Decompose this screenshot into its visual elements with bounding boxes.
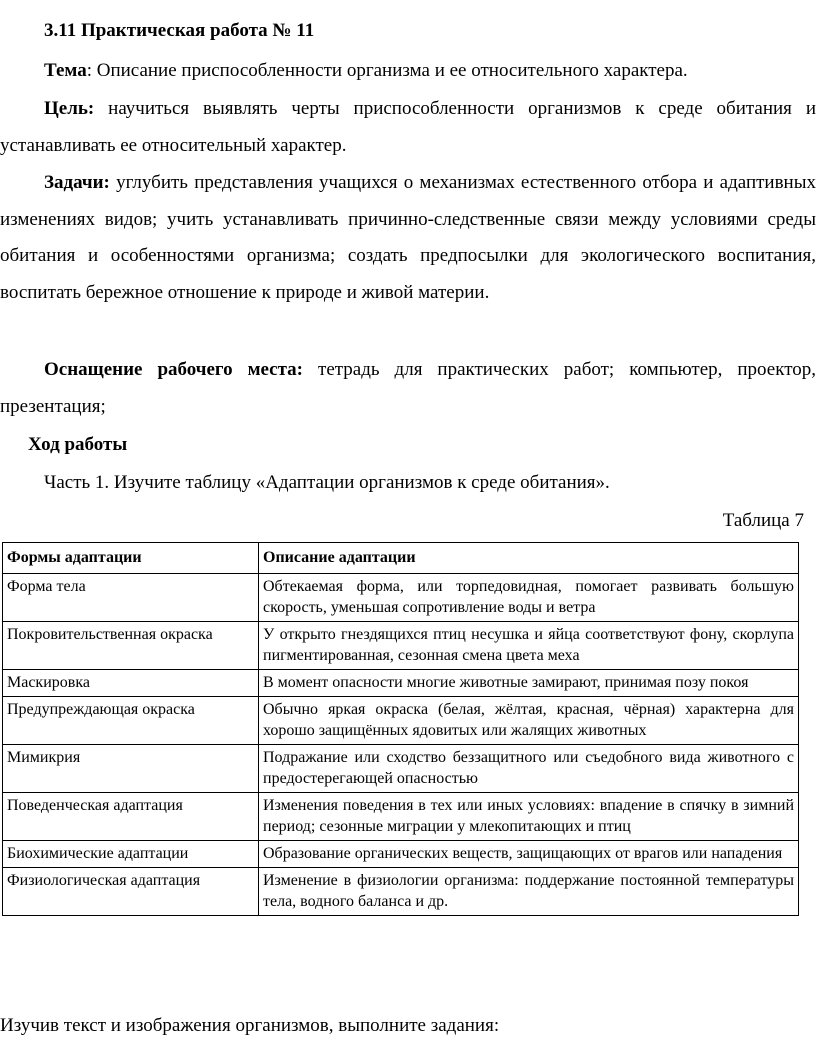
table-row (3, 745, 799, 793)
row-description: Обтекаемая форма, или торпедовидная, помогает развивать большую скорость, уменьшая сопротивление воды и ветра (259, 574, 799, 622)
row-form: Форма тела (3, 574, 259, 622)
table-header-row (3, 543, 799, 574)
row-description: Изменение в физиологии организма: поддержание постоянной температуры тела, водного баланса и др. (259, 868, 799, 916)
table-row (3, 622, 799, 670)
row-description: Обычно яркая окраска (белая, жёлтая, красная, чёрная) характерна для хорошо защищённых ядовитых или жалящих животных (259, 697, 799, 745)
topic-text: : Описание приспособленности организма и ее относительного характера. (86, 60, 688, 81)
workflow-heading: Ход работы (28, 434, 128, 455)
table-row (3, 868, 799, 916)
part1-instruction: Часть 1. Изучите таблицу «Адаптации организмов к среде обитания». (44, 472, 610, 493)
row-description: Изменения поведения в тех или иных условиях: впадение в спячку в зимний период; сезонные миграции у млекопитающих и птиц (259, 793, 799, 841)
table-row (3, 670, 799, 697)
row-form: Мимикрия (3, 745, 259, 793)
goal-paragraph (0, 91, 816, 164)
equipment-text: тетрадь для практических работ; компьютер, проектор, презентация; (0, 359, 816, 417)
row-description: Образование органических веществ, защищающих от врагов или нападения (259, 841, 799, 868)
table-row (3, 793, 799, 841)
topic-paragraph (0, 53, 816, 90)
table-row (3, 574, 799, 622)
table-row (3, 841, 799, 868)
section-heading: 3.11 Практическая работа № 11 (44, 20, 315, 41)
row-description: У открыто гнездящихся птиц несушка и яйца соответствуют фону, скорлупа пигментированная, сезонная смена цвета меха (259, 622, 799, 670)
row-description: В момент опасности многие животные замирают, принимая позу покоя (259, 670, 799, 697)
tasks-label: Задачи: (44, 172, 110, 193)
table-caption: Таблица 7 (722, 510, 804, 531)
goal-text: научиться выявлять черты приспособленности организмов к среде обитания и устанавливать ее относительный характер. (0, 98, 816, 156)
tasks-paragraph (0, 165, 816, 311)
row-form: Поведенческая адаптация (3, 793, 259, 841)
adaptations-table (2, 542, 799, 916)
header-forms: Формы адаптации (3, 543, 259, 574)
topic-label: Тема (44, 60, 87, 81)
header-description: Описание адаптации (259, 543, 799, 574)
row-form: Физиологическая адаптация (3, 868, 259, 916)
closing-instruction: Изучив текст и изображения организмов, выполните задания: (0, 1015, 500, 1036)
table-row (3, 697, 799, 745)
equipment-label: Оснащение рабочего места: (44, 359, 304, 380)
row-form: Маскировка (3, 670, 259, 697)
row-form: Биохимические адаптации (3, 841, 259, 868)
equipment-paragraph (0, 352, 816, 425)
row-description: Подражание или сходство беззащитного или съедобного вида животного с предостерегающей опасностью (259, 745, 799, 793)
tasks-text: углубить представления учащихся о механизмах естественного отбора и адаптивных изменениях видов; учить устанавливать причинно-следственные связи между условиями среды обитания и особенностями организма; создать предпосылки для экологического воспитания, воспитать бережное отношение к природе и живой материи. (0, 172, 816, 303)
row-form: Покровительственная окраска (3, 622, 259, 670)
row-form: Предупреждающая окраска (3, 697, 259, 745)
goal-label: Цель: (44, 98, 95, 119)
